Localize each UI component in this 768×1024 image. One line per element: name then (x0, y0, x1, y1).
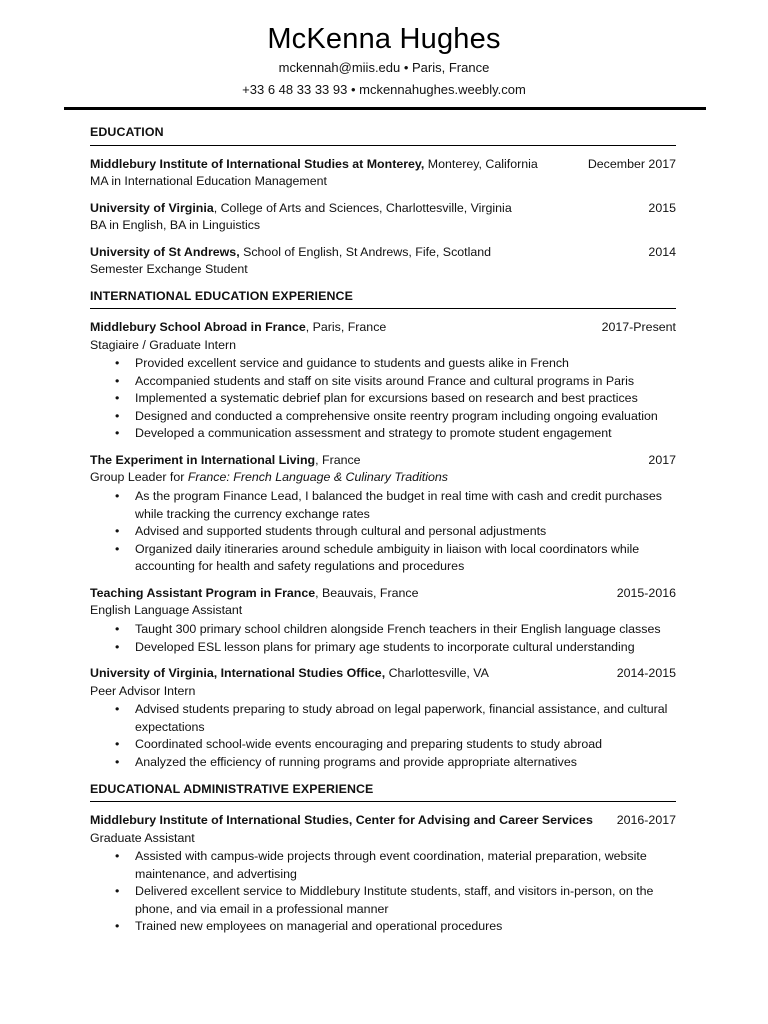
experience-entry (90, 585, 676, 656)
entry-role: Graduate Assistant (90, 830, 195, 845)
bullet-item: • As the program Finance Lead, I balanced the budget in real time with cash and credit purchases while tracking the currency exchange rates (135, 488, 676, 523)
entry-organization: Middlebury School Abroad in France, Paris, France (90, 320, 387, 334)
entry-bullets (90, 848, 676, 936)
bullet-item: • Implemented a systematic debrief plan for excursions based on research and best practices (135, 390, 676, 408)
entry-role: Stagiaire / Graduate Intern (90, 337, 237, 352)
bullet-item: • Assisted with campus-wide projects through event coordination, material preparation, website maintenance, and advertising (135, 848, 676, 883)
entry-bullets (90, 621, 676, 656)
bullet-item: • Trained new employees on managerial and operational procedures (135, 918, 676, 936)
bullet-item: • Analyzed the efficiency of running programs and provide appropriate alternatives (135, 754, 676, 772)
education-entry (90, 156, 676, 191)
contact-line-email-location: mckennah@miis.edu • Paris, France (278, 60, 490, 75)
section-international-experience (90, 288, 676, 772)
entry-date: 2014-2015 (616, 666, 676, 681)
bullet-item: • Delivered excellent service to Middlebury Institute students, staff, and visitors in-person, on the phone, and via email in a professional manner (135, 883, 676, 918)
bullet-item: • Developed ESL lesson plans for primary age students to incorporate cultural understanding (135, 639, 676, 657)
resume-header (0, 22, 768, 100)
education-entry (90, 200, 676, 235)
entry-organization: University of Virginia, College of Arts and Sciences, Charlottesville, Virginia (90, 200, 512, 215)
entry-date: 2017 (648, 452, 676, 467)
contact-line-phone-website: +33 6 48 33 33 93 • mckennahughes.weebly.com (242, 82, 526, 97)
entry-role: English Language Assistant (90, 603, 243, 618)
entry-bullets (90, 488, 676, 576)
entry-organization: University of Virginia, International Studies Office, Charlottesville, VA (90, 666, 489, 681)
section-title-education: EDUCATION (90, 124, 676, 146)
entry-organization: The Experiment in International Living, France (90, 452, 361, 467)
bullet-item: • Coordinated school-wide events encouraging and preparing students to study abroad (135, 736, 676, 754)
experience-entry (90, 665, 676, 771)
entry-date: 2017-Present (601, 320, 676, 334)
experience-entry (90, 812, 676, 936)
section-administrative-experience (90, 781, 676, 936)
entry-date: 2014 (648, 244, 676, 259)
candidate-name: McKenna Hughes (267, 23, 501, 55)
bullet-item: • Developed a communication assessment and strategy to promote student engagement (135, 425, 676, 443)
entry-date: 2015 (648, 200, 676, 215)
entry-date: December 2017 (587, 156, 676, 171)
experience-entry (90, 319, 676, 443)
entry-degree: MA in International Education Management (90, 174, 327, 188)
entry-bullets (90, 355, 676, 443)
bullet-item: • Advised students preparing to study abroad on legal paperwork, financial assistance, and cultural expectations (135, 701, 676, 736)
entry-organization: University of St Andrews, School of English, St Andrews, Fife, Scotland (90, 244, 492, 259)
education-entry (90, 244, 676, 279)
section-title-administrative-experience: EDUCATIONAL ADMINISTRATIVE EXPERIENCE (90, 781, 676, 803)
entry-organization: Middlebury Institute of International Studies, Center for Advising and Career Services (90, 813, 593, 827)
bullet-item: • Advised and supported students through cultural and personal adjustments (135, 523, 676, 541)
entry-organization: Teaching Assistant Program in France, Beauvais, France (90, 585, 419, 600)
entry-role: Group Leader for France: French Language & Culinary Traditions (90, 470, 448, 485)
bullet-item: • Taught 300 primary school children alongside French teachers in their English language classes (135, 621, 676, 639)
resume-body (90, 124, 676, 945)
entry-date: 2016-2017 (616, 813, 676, 827)
bullet-item: • Designed and conducted a comprehensive onsite reentry program including ongoing evaluation (135, 408, 676, 426)
bullet-item: • Accompanied students and staff on site visits around France and cultural programs in Paris (135, 373, 676, 391)
entry-organization: Middlebury Institute of International Studies at Monterey, Monterey, California (90, 156, 538, 171)
experience-entry (90, 452, 676, 576)
section-education (90, 124, 676, 279)
entry-role: Peer Advisor Intern (90, 683, 196, 698)
entry-degree: Semester Exchange Student (90, 262, 248, 276)
header-divider (64, 107, 706, 110)
bullet-item: • Organized daily itineraries around schedule ambiguity in liaison with local coordinators while accounting for health and safety regulations and procedures (135, 541, 676, 576)
entry-date: 2015-2016 (616, 585, 676, 600)
entry-bullets (90, 701, 676, 771)
bullet-item: • Provided excellent service and guidance to students and guests alike in French (135, 355, 676, 373)
entry-degree: BA in English, BA in Linguistics (90, 218, 261, 232)
section-title-international-experience: INTERNATIONAL EDUCATION EXPERIENCE (90, 288, 676, 310)
